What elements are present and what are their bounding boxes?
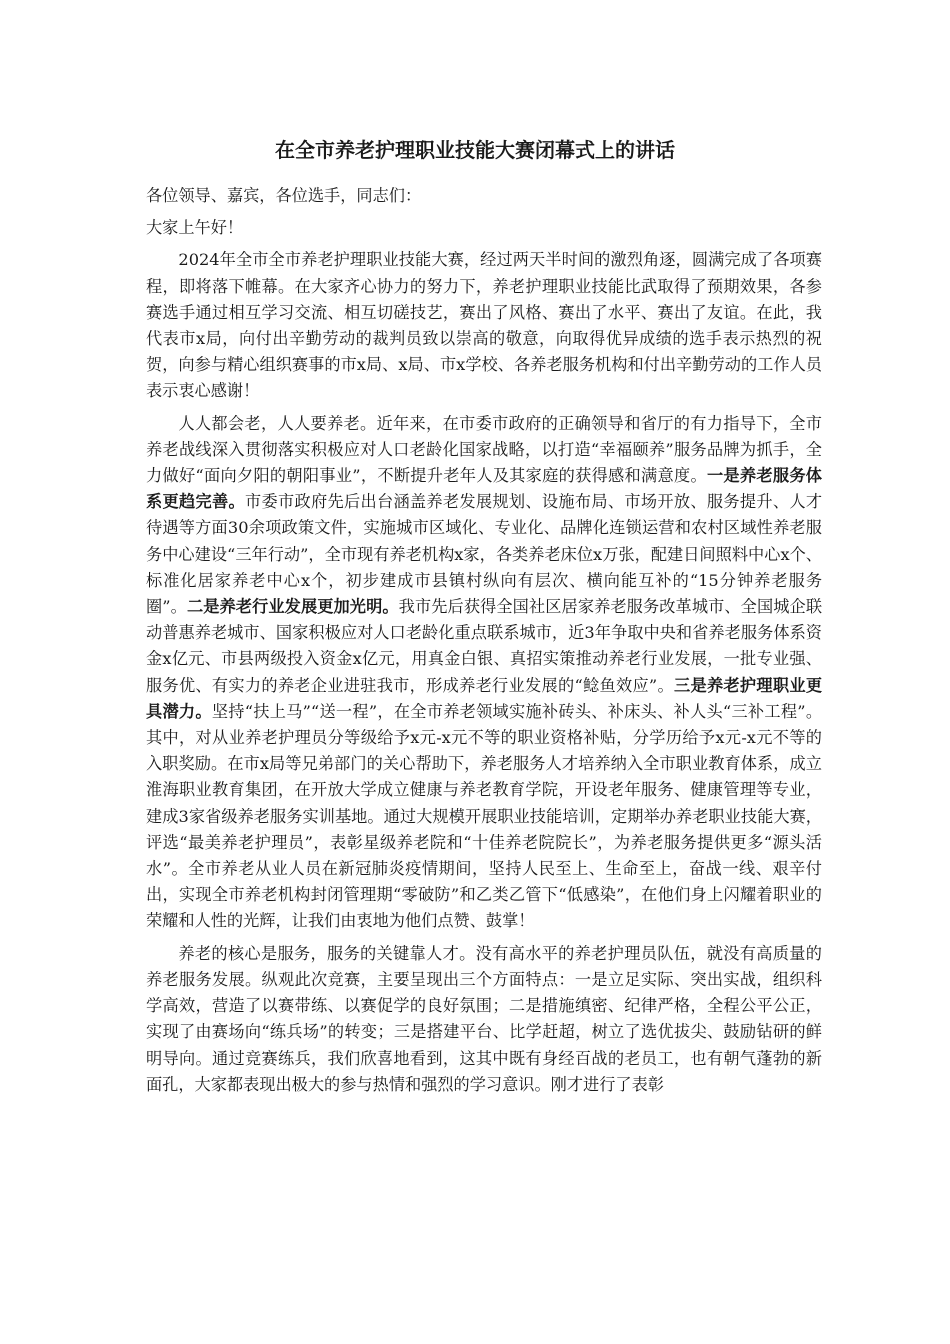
greeting: 大家上午好！ — [146, 218, 244, 238]
point-3-heading: 三是养老护理职业更具潜力。 — [146, 675, 823, 721]
paragraph-2-text-4: 坚持“扶上马”“送一程”，在全市养老领域实施补砖头、补床头、补人头“三补工程”。其中，对从业养老护理员分等级给予x元-x元不等的职业资格补贴，分学历给予x元-x元不等的入职奖励。在市x局等兄弟部门的关心帮助下，养老服务人才培养纳入全市职业教育体系，成立淮海职业教育集团，在开放大学成立健康与养老教育学院，开设老年服务、健康管理等专业，建成3家省级养老服务实训基地。通过大规模开展职业技能培训，定期举办养老职业技能大赛，评选“最美养老护理员”，表彰星级养老院和“十佳养老院院长”，为养老服务提供更多“源头活水”。全市养老从业人员在新冠肺炎疫情期间，坚持人民至上、生命至上，奋战一线、艰辛付出，实现全市养老机构封闭管理期“零破防”和乙类乙管下“低感染”，在他们身上闪耀着职业的荣耀和人性的光辉，让我们由衷地为他们点赞、鼓掌！ — [146, 701, 823, 931]
paragraph-2-text-2: 市委市政府先后出台涵盖养老发展规划、设施布局、市场开放、服务提升、人才待遇等方面30余项政策文件，实施城市区域化、专业化、品牌化连锁运营和农村区域性养老服务中心建设“三年行动”，全市现有养老机构x家，各类养老床位x万张，配建日间照料中心x个、标准化居家养老中心x个，初步建成市县镇村纵向有层次、横向能互补的“15分钟养老服务圈”。 — [146, 492, 823, 617]
document-title: 在全市养老护理职业技能大赛闭幕式上的讲话 — [275, 138, 675, 162]
paragraph-2-text-1: 人人都会老，人人要养老。近年来，在市委市政府的正确领导和省厅的有力指导下，全市养老战线深入贯彻落实积极应对人口老龄化国家战略，以打造“幸福颐养”服务品牌为抓手，全力做好“面向夕阳的朝阳事业”，不断提升老年人及其家庭的获得感和满意度。 — [146, 413, 822, 486]
salutation: 各位领导、嘉宾，各位选手，同志们： — [146, 186, 422, 205]
paragraph-2-text-3: 我市先后获得全国社区居家养老服务改革城市、全国城企联动普惠养老城市、国家积极应对人口老龄化重点联系城市，近3年争取中央和省养老服务体系资金x亿元、市县两级投入资金x亿元，用真金白银、真招实策推动养老行业发展，一批专业强、服务优、有实力的养老企业进驻我市，形成养老行业发展的“鲶鱼效应”。 — [146, 597, 823, 695]
paragraph-3: 养老的核心是服务，服务的关键靠人才。没有高水平的养老护理员队伍，就没有高质量的养老服务发展。纵观此次竞赛，主要呈现出三个方面特点：一是立足实际、突出实战，组织科学高效，营造了以赛带练、以赛促学的良好氛围；二是措施缜密、纪律严格，全程公平公正，实现了由赛场向“练兵场”的转变；三是搭建平台、比学赶超，树立了选优拔尖、鼓励钻研的鲜明导向。通过竞赛练兵，我们欣喜地看到，这其中既有身经百战的老员工，也有朝气蓬勃的新面孔，大家都表现出极大的参与热情和强烈的学习意识。刚才进行了表彰 — [146, 943, 822, 1094]
point-1-heading: 一是养老服务体系更趋完善。 — [146, 466, 822, 512]
paragraph-2 — [146, 411, 822, 935]
document-body — [146, 183, 822, 1098]
paragraph-1: 2024年全市全市养老护理职业技能大赛，经过两天半时间的激烈角逐，圆满完成了各项赛程，即将落下帷幕。在大家齐心协力的努力下，养老护理职业技能比武取得了预期效果，各参赛选手通过相互学习交流、相互切磋技艺，赛出了风格、赛出了水平、赛出了友谊。在此，我代表市x局，向付出辛勤劳动的裁判员致以崇高的敬意，向取得优异成绩的选手表示热烈的祝贺，向参与精心组织赛事的市x局、x局、市x学校、各养老服务机构和付出辛勤劳动的工作人员表示衷心感谢！ — [146, 250, 822, 401]
point-2-heading: 二是养老行业发展更加光明。 — [186, 597, 399, 617]
